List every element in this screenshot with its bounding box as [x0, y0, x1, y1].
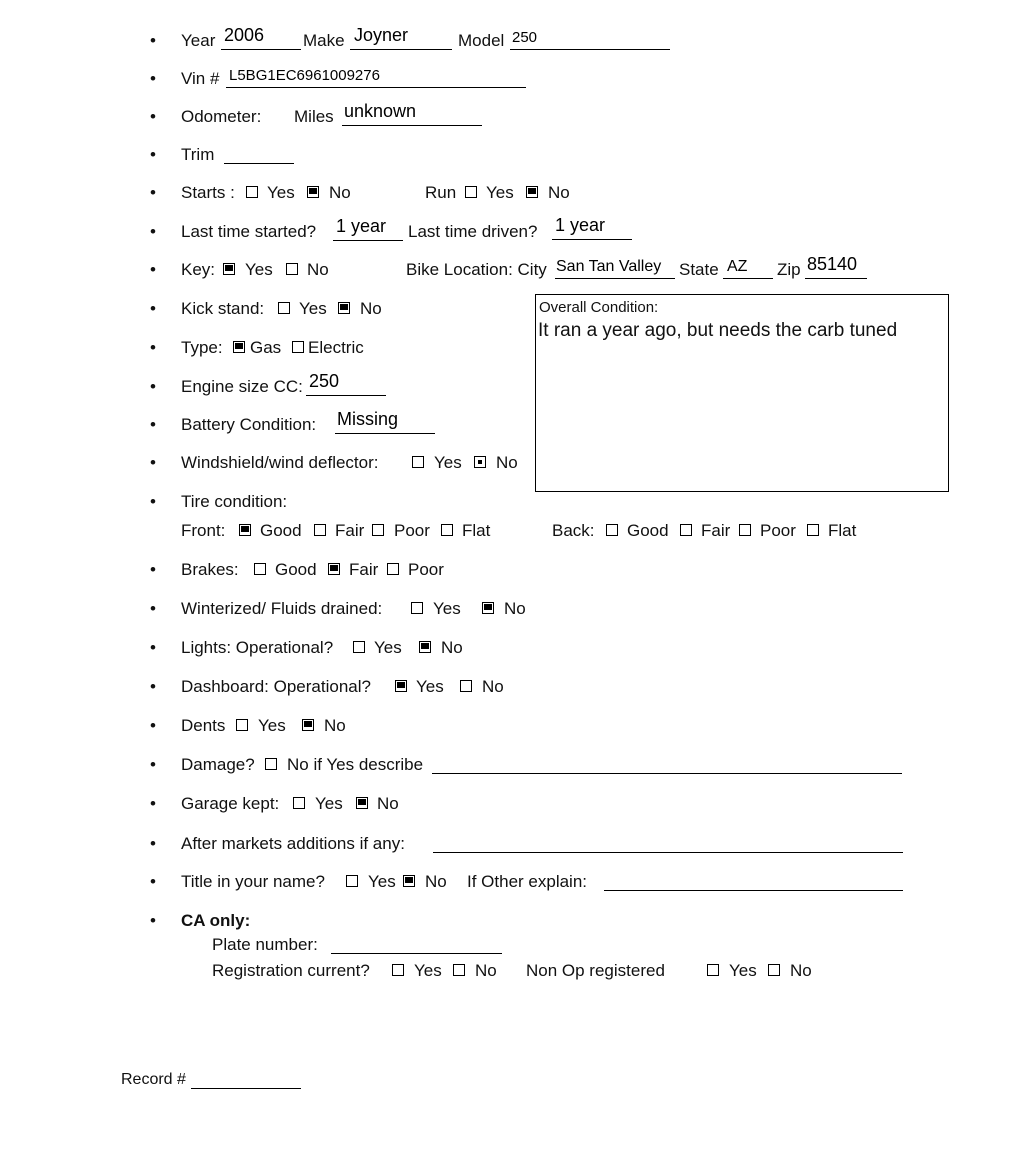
- zip-label: Zip: [777, 260, 801, 279]
- type-electric-checkbox[interactable]: [292, 341, 304, 353]
- nonop-label: Non Op registered: [526, 961, 665, 980]
- back-good-label: Good: [627, 521, 669, 540]
- registration-no-label: No: [475, 961, 497, 980]
- winterized-no-label: No: [504, 599, 526, 618]
- vin-value[interactable]: L5BG1EC6961009276: [229, 67, 380, 84]
- state-value[interactable]: AZ: [727, 258, 748, 275]
- state-label: State: [679, 260, 719, 279]
- odometer-label: Odometer:: [181, 107, 262, 126]
- make-value[interactable]: Joyner: [354, 25, 409, 45]
- model-value[interactable]: 250: [512, 29, 538, 46]
- front-good-checkbox[interactable]: [239, 524, 251, 536]
- title-no-label: No: [425, 872, 447, 891]
- starts-no-label: No: [329, 183, 351, 202]
- city-value[interactable]: San Tan Valley: [556, 258, 662, 275]
- bullet: •: [150, 377, 156, 396]
- bullet: •: [150, 716, 156, 735]
- engine-underline: [306, 395, 386, 396]
- title-other-underline[interactable]: [604, 890, 903, 891]
- run-no-label: No: [548, 183, 570, 202]
- dashboard-row: [0, 674, 1024, 700]
- location-city-label: Bike Location: City: [406, 260, 547, 279]
- front-fair-label: Fair: [335, 521, 365, 540]
- key-yes-checkbox[interactable]: [223, 263, 235, 275]
- title-yes-checkbox[interactable]: [346, 875, 358, 887]
- dents-row: [0, 713, 1024, 739]
- starts-yes-label: Yes: [267, 183, 295, 202]
- tire-row: [0, 489, 1024, 515]
- last-started-value[interactable]: 1 year: [336, 216, 387, 236]
- vin-label: Vin #: [181, 69, 220, 88]
- trim-label: Trim: [181, 145, 215, 164]
- damage-label: Damage?: [181, 755, 255, 774]
- front-fair-checkbox[interactable]: [314, 524, 326, 536]
- bullet: •: [150, 560, 156, 579]
- tire-label: Tire condition:: [181, 492, 288, 511]
- dashboard-label: Dashboard: Operational?: [181, 677, 371, 696]
- kickstand-no-checkbox[interactable]: [338, 302, 350, 314]
- last-driven-value[interactable]: 1 year: [555, 215, 606, 235]
- dashboard-no-label: No: [482, 677, 504, 696]
- bullet: •: [150, 415, 156, 434]
- last-started-underline: [333, 240, 403, 241]
- aftermarket-underline[interactable]: [433, 852, 903, 853]
- run-label: Run: [425, 183, 457, 202]
- type-row: [0, 335, 1024, 361]
- nonop-no-label: No: [790, 961, 812, 980]
- overall-condition-value[interactable]: It ran a year ago, but needs the carb tuned: [538, 320, 898, 341]
- lights-yes-label: Yes: [374, 638, 402, 657]
- bullet: •: [150, 638, 156, 657]
- aftermarket-row: [0, 831, 1024, 857]
- tire-back-label: Back:: [552, 521, 595, 540]
- dashboard-yes-label: Yes: [416, 677, 444, 696]
- battery-underline: [335, 433, 435, 434]
- year-make-model-row: [0, 25, 1024, 54]
- overall-condition-label: Overall Condition:: [539, 299, 659, 316]
- trim-underline[interactable]: [224, 163, 294, 164]
- bullet: •: [150, 260, 156, 279]
- state-underline: [723, 278, 773, 279]
- bullet: •: [150, 222, 156, 241]
- vin-row: [0, 66, 1024, 92]
- damage-describe-underline[interactable]: [432, 773, 902, 774]
- front-flat-checkbox[interactable]: [441, 524, 453, 536]
- winterized-label: Winterized/ Fluids drained:: [181, 599, 383, 618]
- front-flat-label: Flat: [462, 521, 491, 540]
- engine-row: [0, 371, 1024, 400]
- damage-describe-text: No if Yes describe: [287, 755, 424, 774]
- year-underline: [221, 49, 301, 50]
- bullet: •: [150, 107, 156, 126]
- lights-row: [0, 635, 1024, 661]
- winterized-no-checkbox[interactable]: [482, 602, 494, 614]
- key-label: Key:: [181, 260, 216, 279]
- city-underline: [555, 278, 675, 279]
- back-fair-checkbox[interactable]: [680, 524, 692, 536]
- engine-value[interactable]: 250: [309, 371, 340, 391]
- record-label: Record #: [121, 1071, 186, 1088]
- brakes-fair-label: Fair: [349, 560, 379, 579]
- registration-row: [0, 958, 1024, 984]
- brakes-good-label: Good: [275, 560, 317, 579]
- winterized-row: [0, 596, 1024, 622]
- dents-yes-checkbox[interactable]: [236, 719, 248, 731]
- make-label: Make: [303, 31, 345, 50]
- dents-yes-label: Yes: [258, 716, 286, 735]
- back-flat-label: Flat: [828, 521, 857, 540]
- bullet: •: [150, 492, 156, 511]
- bullet: •: [150, 69, 156, 88]
- plate-underline[interactable]: [331, 953, 502, 954]
- nonop-yes-label: Yes: [729, 961, 757, 980]
- windshield-no-checkbox[interactable]: [474, 456, 486, 468]
- lights-no-checkbox[interactable]: [419, 641, 431, 653]
- nonop-yes-checkbox[interactable]: [707, 964, 719, 976]
- miles-value[interactable]: unknown: [344, 101, 417, 121]
- record-row: [0, 1067, 1024, 1093]
- bullet: •: [150, 599, 156, 618]
- dashboard-yes-checkbox[interactable]: [395, 680, 407, 692]
- front-good-label: Good: [260, 521, 302, 540]
- brakes-label: Brakes:: [181, 560, 239, 579]
- garage-yes-label: Yes: [315, 794, 343, 813]
- trim-row: [0, 142, 1024, 168]
- registration-yes-checkbox[interactable]: [392, 964, 404, 976]
- type-gas-checkbox[interactable]: [233, 341, 245, 353]
- bullet: •: [150, 794, 156, 813]
- garage-row: [0, 791, 1024, 817]
- starts-yes-checkbox[interactable]: [246, 186, 258, 198]
- winterized-yes-checkbox[interactable]: [411, 602, 423, 614]
- garage-label: Garage kept:: [181, 794, 280, 813]
- type-label: Type:: [181, 338, 223, 357]
- bullet: •: [150, 453, 156, 472]
- year-label: Year: [181, 31, 216, 50]
- nonop-no-checkbox[interactable]: [768, 964, 780, 976]
- aftermarket-label: After markets additions if any:: [181, 834, 405, 853]
- odometer-row: [0, 101, 1024, 130]
- title-other-label: If Other explain:: [467, 872, 588, 891]
- model-label: Model: [458, 31, 505, 50]
- brakes-good-checkbox[interactable]: [254, 563, 266, 575]
- bullet: •: [150, 338, 156, 357]
- run-no-checkbox[interactable]: [526, 186, 538, 198]
- bullet: •: [150, 911, 156, 930]
- title-yes-label: Yes: [368, 872, 396, 891]
- lights-label: Lights: Operational?: [181, 638, 334, 657]
- lights-no-label: No: [441, 638, 463, 657]
- year-value[interactable]: 2006: [224, 25, 265, 45]
- bullet: •: [150, 31, 156, 50]
- damage-row: [0, 752, 1024, 778]
- kickstand-label: Kick stand:: [181, 299, 265, 318]
- zip-underline: [805, 278, 867, 279]
- dents-no-label: No: [324, 716, 346, 735]
- registration-no-checkbox[interactable]: [453, 964, 465, 976]
- tire-options-row: [0, 518, 1024, 544]
- key-no-checkbox[interactable]: [286, 263, 298, 275]
- brakes-poor-checkbox[interactable]: [387, 563, 399, 575]
- type-gas-label: Gas: [250, 338, 282, 357]
- last-started-row: [0, 215, 1024, 245]
- lights-yes-checkbox[interactable]: [353, 641, 365, 653]
- registration-yes-label: Yes: [414, 961, 442, 980]
- brakes-fair-checkbox[interactable]: [328, 563, 340, 575]
- front-poor-label: Poor: [394, 521, 430, 540]
- last-driven-underline: [552, 239, 632, 240]
- brakes-row: [0, 557, 1024, 583]
- run-yes-checkbox[interactable]: [465, 186, 477, 198]
- run-yes-label: Yes: [486, 183, 514, 202]
- dents-label: Dents: [181, 716, 226, 735]
- back-fair-label: Fair: [701, 521, 731, 540]
- bullet: •: [150, 299, 156, 318]
- windshield-yes-label: Yes: [434, 453, 462, 472]
- windshield-yes-checkbox[interactable]: [412, 456, 424, 468]
- starts-run-row: [0, 180, 1024, 206]
- plate-label: Plate number:: [212, 935, 318, 954]
- dents-no-checkbox[interactable]: [302, 719, 314, 731]
- last-started-label: Last time started?: [181, 222, 317, 241]
- registration-label: Registration current?: [212, 961, 370, 980]
- vin-underline: [226, 87, 526, 88]
- front-poor-checkbox[interactable]: [372, 524, 384, 536]
- zip-value[interactable]: 85140: [807, 254, 858, 274]
- back-good-checkbox[interactable]: [606, 524, 618, 536]
- brakes-poor-label: Poor: [408, 560, 444, 579]
- record-underline[interactable]: [191, 1088, 301, 1089]
- dashboard-no-checkbox[interactable]: [460, 680, 472, 692]
- make-underline: [350, 49, 452, 50]
- bullet: •: [150, 183, 156, 202]
- bullet: •: [150, 872, 156, 891]
- miles-underline: [342, 125, 482, 126]
- battery-label: Battery Condition:: [181, 415, 317, 434]
- model-underline: [510, 49, 670, 50]
- tire-front-label: Front:: [181, 521, 226, 540]
- ca-only-label: CA only:: [181, 911, 251, 930]
- bullet: •: [150, 834, 156, 853]
- kickstand-no-label: No: [360, 299, 382, 318]
- plate-row: [0, 932, 1024, 958]
- garage-no-checkbox[interactable]: [356, 797, 368, 809]
- winterized-yes-label: Yes: [433, 599, 461, 618]
- windshield-row: [0, 450, 1024, 476]
- key-no-label: No: [307, 260, 329, 279]
- kickstand-yes-label: Yes: [299, 299, 327, 318]
- battery-row: [0, 409, 1024, 438]
- damage-no-checkbox[interactable]: [265, 758, 277, 770]
- battery-value[interactable]: Missing: [337, 409, 399, 429]
- back-poor-checkbox[interactable]: [739, 524, 751, 536]
- last-driven-label: Last time driven?: [408, 222, 538, 241]
- miles-label: Miles: [294, 107, 334, 126]
- bullet: •: [150, 145, 156, 164]
- bullet: •: [150, 755, 156, 774]
- key-location-row: [0, 254, 1024, 283]
- ca-only-row: [0, 908, 1024, 934]
- garage-no-label: No: [377, 794, 399, 813]
- engine-label: Engine size CC:: [181, 377, 303, 396]
- back-poor-label: Poor: [760, 521, 796, 540]
- starts-label: Starts :: [181, 183, 235, 202]
- title-row: [0, 869, 1024, 895]
- back-flat-checkbox[interactable]: [807, 524, 819, 536]
- title-no-checkbox[interactable]: [403, 875, 415, 887]
- bullet: •: [150, 677, 156, 696]
- windshield-no-label: No: [496, 453, 518, 472]
- title-label: Title in your name?: [181, 872, 325, 891]
- key-yes-label: Yes: [245, 260, 273, 279]
- garage-yes-checkbox[interactable]: [293, 797, 305, 809]
- kickstand-yes-checkbox[interactable]: [278, 302, 290, 314]
- starts-no-checkbox[interactable]: [307, 186, 319, 198]
- windshield-label: Windshield/wind deflector:: [181, 453, 379, 472]
- type-electric-label: Electric: [308, 338, 364, 357]
